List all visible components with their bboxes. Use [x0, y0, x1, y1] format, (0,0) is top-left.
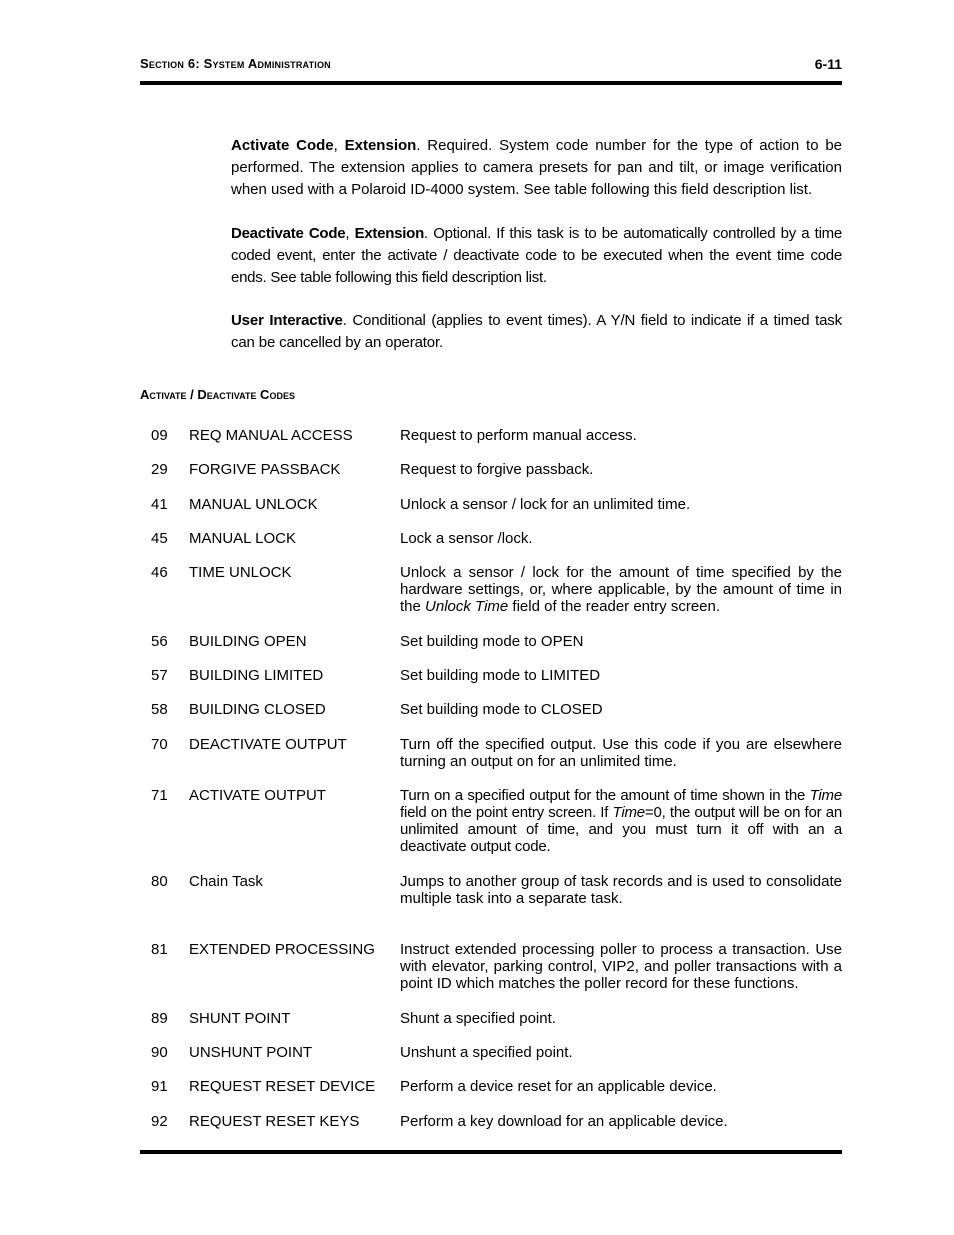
- desc-text: Turn on a specified output for the amount of time shown in the: [400, 787, 810, 804]
- code-number: 81: [151, 941, 168, 958]
- code-name: MANUAL LOCK: [189, 530, 296, 547]
- code-description: Request to forgive passback.: [400, 461, 594, 478]
- field-description-user-interactive: [231, 310, 842, 354]
- code-number: 57: [151, 667, 168, 684]
- field-description-activate-code: [231, 135, 842, 201]
- desc-text: field of the reader entry screen.: [508, 598, 721, 615]
- code-description: Unshunt a specified point.: [400, 1044, 573, 1061]
- field-text: . Required. System code number for the type of action to be performed. The extension applies to camera presets for pan and tilt, or image verification when used with a Polaroid ID-4000 system. See table following this field description list.: [231, 137, 843, 198]
- code-description: Lock a sensor /lock.: [400, 530, 533, 547]
- code-description: Perform a device reset for an applicable device.: [400, 1078, 717, 1095]
- field-term: User Interactive: [231, 312, 343, 329]
- code-name: UNSHUNT POINT: [189, 1044, 313, 1061]
- desc-text: field on the point entry screen. If: [400, 804, 613, 821]
- code-name: TIME UNLOCK: [189, 564, 292, 581]
- code-name: DEACTIVATE OUTPUT: [189, 736, 347, 753]
- code-number: 91: [151, 1078, 168, 1095]
- code-description: Set building mode to LIMITED: [400, 667, 601, 684]
- code-name: BUILDING CLOSED: [189, 701, 326, 718]
- code-description: Set building mode to CLOSED: [400, 701, 603, 718]
- desc-italic: Time: [809, 787, 842, 804]
- section-title: Section 6: System Administration: [140, 56, 331, 71]
- code-name: Chain Task: [189, 873, 263, 890]
- code-name: EXTENDED PROCESSING: [189, 941, 375, 958]
- field-text: . Optional. If this task is to be automatically controlled by a time coded event, enter the activate / deactivate code to be executed when the event time code ends. See table following this field description list.: [231, 225, 843, 286]
- code-number: 56: [151, 633, 168, 650]
- code-name: ACTIVATE OUTPUT: [189, 787, 326, 804]
- codes-heading: Activate / Deactivate Codes: [140, 387, 295, 402]
- code-name: BUILDING OPEN: [189, 633, 307, 650]
- code-description: Perform a key download for an applicable device.: [400, 1113, 728, 1130]
- field-term-separator: ,: [345, 225, 355, 242]
- footer-rule: [140, 1150, 842, 1154]
- field-text: . Conditional (applies to event times). A Y/N field to indicate if a timed task can be cancelled by an operator.: [231, 312, 842, 351]
- code-description: [400, 787, 842, 855]
- field-term: Deactivate Code: [231, 225, 346, 242]
- page-number: 6-11: [814, 56, 842, 72]
- code-name: BUILDING LIMITED: [189, 667, 324, 684]
- code-number: 29: [151, 461, 168, 478]
- code-description: Set building mode to OPEN: [400, 633, 584, 650]
- code-description: Shunt a specified point.: [400, 1010, 556, 1027]
- code-number: 46: [151, 564, 168, 581]
- code-number: 45: [151, 530, 168, 547]
- code-name: REQ MANUAL ACCESS: [189, 427, 353, 444]
- code-description: [400, 564, 842, 615]
- desc-italic: Time: [612, 804, 645, 821]
- code-number: 09: [151, 427, 168, 444]
- field-description-deactivate-code: [231, 223, 842, 289]
- desc-text: Unlock a sensor / lock for the amount of time specified by the hardware settings, or, where applicable, by the amount of time in the: [400, 564, 842, 615]
- field-term: Activate Code: [231, 137, 334, 154]
- code-number: 90: [151, 1044, 168, 1061]
- code-number: 80: [151, 873, 168, 890]
- code-description: Instruct extended processing poller to process a transaction. Use with elevator, parking control, VIP2, and poller transactions with a point ID which matches the poller record for these functions.: [400, 941, 842, 992]
- field-term: Extension: [354, 225, 424, 242]
- field-term-separator: ,: [333, 137, 345, 154]
- code-number: 89: [151, 1010, 168, 1027]
- code-name: REQUEST RESET DEVICE: [189, 1078, 376, 1095]
- code-number: 41: [151, 496, 168, 513]
- code-number: 92: [151, 1113, 168, 1130]
- code-description: Request to perform manual access.: [400, 427, 637, 444]
- code-name: MANUAL UNLOCK: [189, 496, 318, 513]
- code-description: Jumps to another group of task records and is used to consolidate multiple task into a separate task.: [400, 873, 842, 907]
- desc-text: =0, the output will be on for an unlimited amount of time, and you must turn it off with an a deactivate output code.: [400, 804, 842, 855]
- code-number: 70: [151, 736, 168, 753]
- code-description: Turn off the specified output. Use this code if you are elsewhere turning an output on for an unlimited time.: [400, 736, 842, 770]
- code-number: 71: [151, 787, 168, 804]
- field-term: Extension: [344, 137, 417, 154]
- code-description: Unlock a sensor / lock for an unlimited time.: [400, 496, 691, 513]
- code-number: 58: [151, 701, 168, 718]
- code-name: REQUEST RESET KEYS: [189, 1113, 360, 1130]
- header-rule: [140, 81, 842, 85]
- code-name: SHUNT POINT: [189, 1010, 291, 1027]
- code-name: FORGIVE PASSBACK: [189, 461, 341, 478]
- desc-italic: Unlock Time: [425, 598, 509, 615]
